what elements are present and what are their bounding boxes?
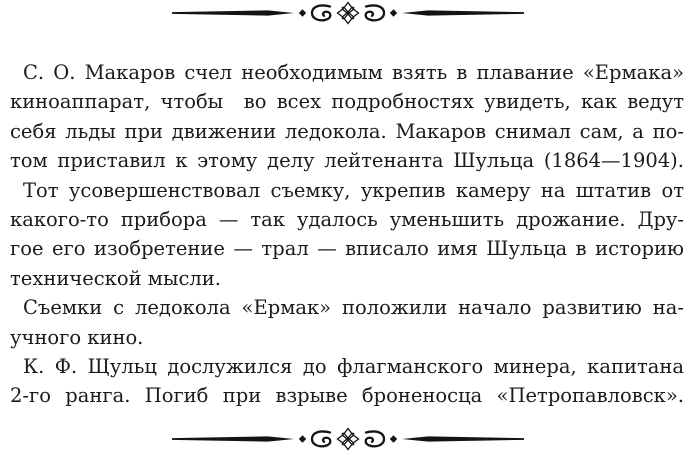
text-line: К. Ф. Щульц дослужился до флагманского минера, капитана [23, 354, 684, 378]
text-line: 2-го ранга. Погиб при взрыве броненосца «Петропавловск». [10, 384, 684, 408]
text-line: учного кино. [10, 325, 144, 349]
paragraph-4 [10, 352, 684, 411]
text-block [10, 58, 684, 411]
text-line: С. О. Макаров счел необходимым взять в плавание «Ермака» [23, 61, 684, 84]
text-line: Съемки с ледокола «Ермак» положили начало развитию на- [23, 296, 684, 320]
text-line: киноаппарат, чтобы во всех подробностях увидеть, как ведут [10, 90, 684, 114]
text-line: себя льды при движении ледокола. Макаров снимал сам, а по- [10, 119, 684, 143]
text-line: том приставил к этому делу лейтенанта Шульца (1864—1904). [10, 149, 684, 173]
text-line: технической мысли. [10, 266, 221, 290]
flourish-rule-icon [172, 1, 524, 25]
paragraph-1 [10, 58, 684, 176]
flourish-rule-icon [172, 427, 524, 451]
text-line: какого-то прибора — так удалось уменьшить дрожание. Дру- [10, 207, 684, 231]
text-line: Тот усовершенствовал съемку, укрепив камеру на штатив от [23, 178, 684, 202]
paragraph-3 [10, 293, 684, 352]
text-line: гое его изобретение — трал — вписало имя Шульца в историю [10, 237, 684, 261]
bottom-ornament-divider [172, 427, 524, 451]
top-ornament-divider [172, 1, 524, 25]
paragraph-2 [10, 176, 684, 294]
